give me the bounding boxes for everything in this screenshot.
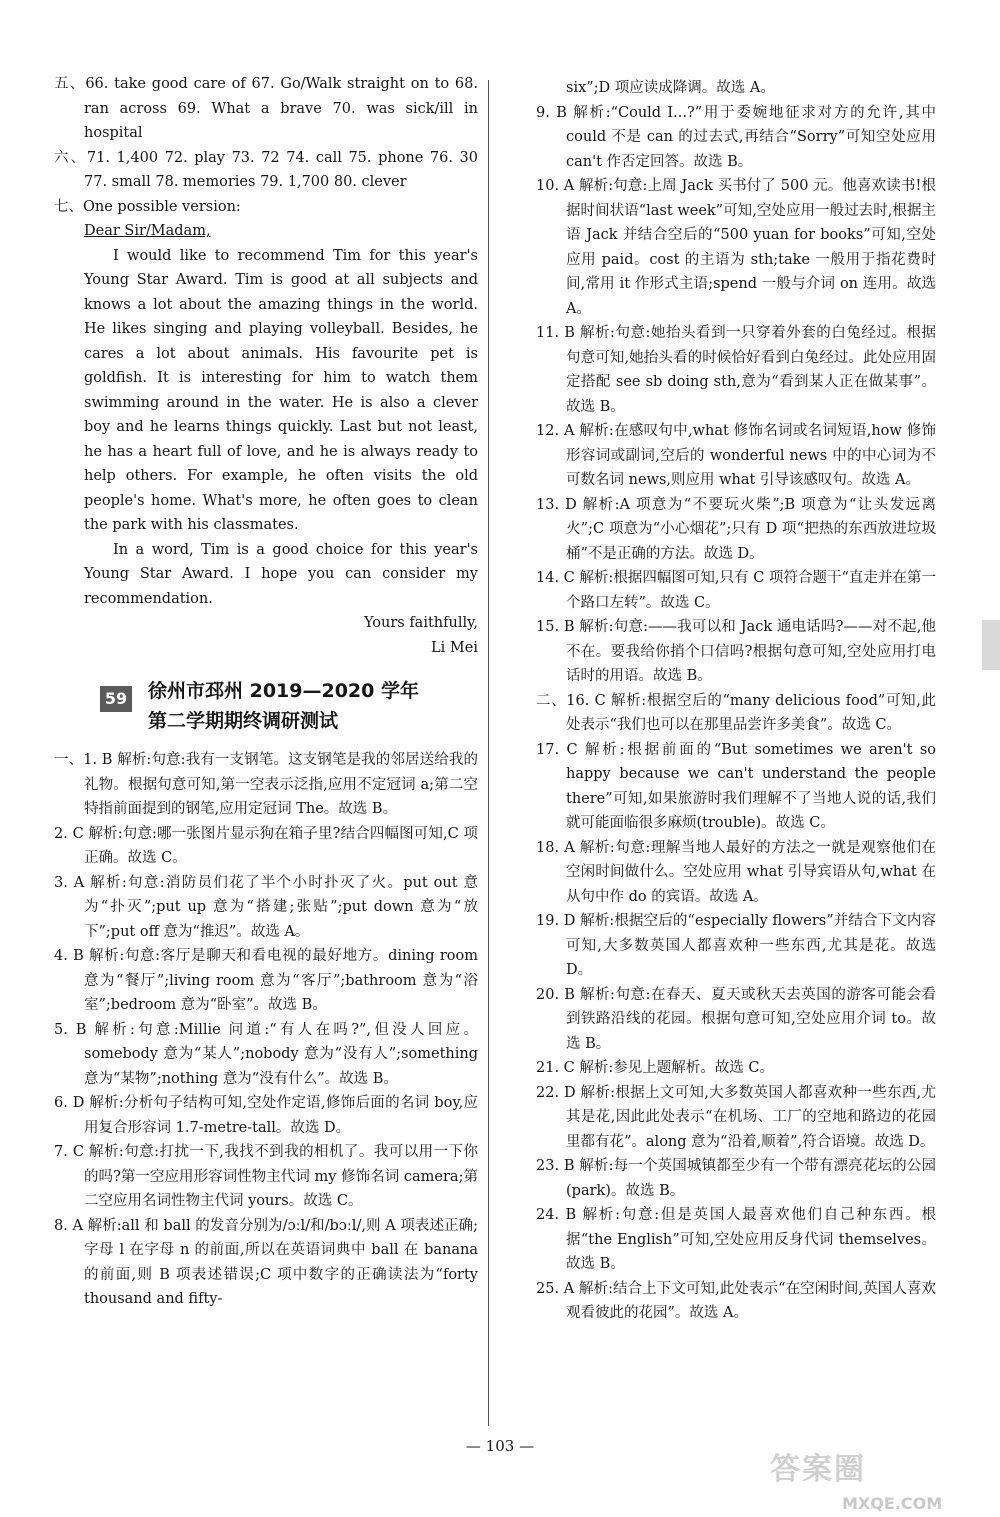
answer-item: 6. D 解析:分析句子结构可知,空处作定语,修饰后面的名词 boy,应用复合形容词 1.7-metre-tall。故选 D。 — [54, 1095, 478, 1136]
left-column — [54, 72, 478, 1312]
answer-item: 17. C 解析:根据前面的“But sometimes we aren't so happy because we can't understand the people there”可知,如果旅游时我们理解不了当地人说的话,我们就可能面临很多麻烦(trouble)。故选 C。 — [536, 741, 936, 831]
answers-block-left — [54, 748, 478, 1312]
answer-item: 12. A 解析:在感叹句中,what 修饰名词或名词短语,how 修饰形容词或副词,空后的 wonderful news 中的中心词为不可数名词 news,则应用 what 引导该感叹句。故选 A。 — [536, 423, 936, 488]
watermark-site: MXQE.COM — [842, 1494, 943, 1513]
answer-item: 4. B 解析:句意:客厅是聊天和看电视的最好地方。dining room 意为“餐厅”;living room 意为“客厅”;bathroom 意为“浴室”;bedroom 意为“卧室”。故选 B。 — [54, 948, 478, 1013]
page-number: — 103 — — [465, 1437, 535, 1455]
text-paragraph: Li Mei — [431, 639, 478, 656]
page-edge-shadow — [982, 620, 1000, 670]
answer-item: 二、16. C 解析:根据空后的“many delicious food”可知,此处表示“我们也可以在那里品尝许多美食”。故选 C。 — [536, 692, 936, 733]
answer-item: 22. D 解析:根据上文可知,大多数英国人都喜欢种一些东西,尤其是花,因此此处表示“在机场、工厂的空地和路边的花园里都有花”。along 意为“沿着,顺着”,符合语境。故选 D。 — [536, 1084, 936, 1150]
answer-item: 15. B 解析:句意:——我可以和 Jack 通电话吗?——对不起,他不在。要我给你捎个口信吗?根据句意可知,空处应用打电话时的用语。故选 B。 — [536, 619, 936, 684]
text-paragraph: Dear Sir/Madam, — [84, 223, 211, 239]
answer-item: 3. A 解析:句意:消防员们花了半个小时扑灭了火。put out 意为“扑灭”;put up 意为“搭建;张贴”;put down 意为“放下”;put off 意为“推迟”。故选 A。 — [54, 874, 478, 940]
answer-item: 19. D 解析:根据空后的“especially flowers”并结合下文内容可知,大多数英国人都喜欢种一些东西,尤其是花。故选 D。 — [536, 913, 936, 978]
answer-item: 10. A 解析:句意:上周 Jack 买书付了 500 元。他喜欢读书!根据时间状语“last week”可知,空处应用一般过去时,根据主语 Jack 并结合空后的“500 yuan for books”可知,空处应用 paid。cost 的主语为 sth;take 一般用于指花费时间,常用 it 作形式主语;spend 一般与介词 on 连用。故选 A。 — [536, 178, 936, 317]
text-paragraph: I would like to recommend Tim for this year's Young Star Award. Tim is good at all subjects and knows a lot about the amazing things in the world. He likes singing and playing volleyball. Besides, he cares a lot about animals. His favourite pet is goldfish. It is interesting for him to watch them swimming around in the water. He is also a clever boy and he learns things quickly. Last but not least, he has a heart full of love, and he is always ready to help others. For example, he often visits the old people's home. What's more, he often goes to clean the park with his classmates. — [84, 247, 478, 533]
answer-item: 2. C 解析:句意:哪一张图片显示狗在箱子里?结合四幅图可知,C 项正确。故选 C。 — [54, 825, 478, 866]
text-paragraph: Yours faithfully, — [363, 615, 478, 631]
text-paragraph: 六、71. 1,400 72. play 73. 72 74. call 75. phone 76. 30 77. small 78. memories 79. 1,700 80. clever — [54, 149, 478, 190]
section-header — [90, 676, 478, 736]
right-column — [536, 76, 936, 1326]
answer-item: 20. B 解析:句意:在春天、夏天或秋天去英国的游客可能会看到铁路沿线的花园。根据句意可知,空处应用介词 to。故选 B。 — [536, 986, 936, 1052]
answer-item: 一、1. B 解析:句意:我有一支钢笔。这支钢笔是我的邻居送给我的礼物。根据句意可知,第一空表示泛指,应用不定冠词 a;第二空特指前面提到的钢笔,应用定冠词 The。故选 B。 — [54, 752, 478, 817]
text-paragraph: In a word, Tim is a good choice for this year's Young Star Award. I hope you can consider my recommendation. — [84, 541, 478, 607]
answer-item: 18. A 解析:句意:理解当地人最好的方法之一就是观察他们在空闲时间做什么。空处应用 what 引导宾语从句,what 在从句中作 do 的宾语。故选 A。 — [536, 839, 936, 905]
text-paragraph: 七、One possible version: — [54, 198, 241, 215]
answer-item: 25. A 解析:结合上下文可知,此处表示“在空闲时间,英国人喜欢观看彼此的花园”。故选 A。 — [536, 1280, 936, 1321]
answer-item: 13. D 解析:A 项意为“不要玩火柴”;B 项意为“让头发远离火”;C 项意为“小心烟花”;只有 D 项“把热的东西放进垃圾桶”不是正确的方法。故选 D。 — [536, 496, 936, 562]
answer-item: 21. C 解析:参见上题解析。故选 C。 — [536, 1060, 774, 1076]
watermark-logo: 答案圈 — [770, 1452, 866, 1487]
answer-item: 11. B 解析:句意:她抬头看到一只穿着外套的白兔经过。根据句意可知,她抬头看的时候恰好看到白兔经过。此处应用固定搭配 see sb doing sth,意为“看到某人正在做某事”。故选 B。 — [536, 325, 936, 415]
answer-item: 7. C 解析:句意:打扰一下,我找不到我的相机了。我可以用一下你的吗?第一空应用形容词性物主代词 my 修饰名词 camera;第二空应用名词性物主代词 yours。故选 C。 — [54, 1144, 478, 1209]
answer-item: 5. B 解析:句意:Millie 问道:“有人在吗?”,但没人回应。somebody 意为“某人”;nobody 意为“没有人”;something 意为“某物”;nothing 意为“没有什么”。故选 B。 — [54, 1021, 478, 1087]
section-title: 徐州市邳州 2019—2020 学年 第二学期期终调研测试 — [148, 680, 419, 732]
answer-item: 14. C 解析:根据四幅图可知,只有 C 项符合题干“直走并在第一个路口左转”。故选 C。 — [536, 570, 936, 611]
answer-item: six”;D 项应读成降调。故选 A。 — [566, 80, 775, 96]
answer-item: 9. B 解析:“Could I...?”用于委婉地征求对方的允许,其中 could 不是 can 的过去式,再结合“Sorry”可知空处应用 can't 作否定回答。故选 B。 — [536, 104, 936, 170]
answer-item: 8. A 解析:all 和 ball 的发音分别为/ɔːl/和/bɔːl/,则 A 项表述正确;字母 l 在字母 n 的前面,所以在英语词典中 ball 在 banana 的前面,则 B 项表述错误;C 项中数字的正确读法为“forty thousand and fifty- — [54, 1217, 478, 1307]
essay-block — [54, 72, 478, 660]
text-paragraph: 五、66. take good care of 67. Go/Walk straight on to 68. ran across 69. What a brave 70. was sick/ill in hospital — [54, 76, 478, 141]
answer-item: 24. B 解析:句意:但是英国人最喜欢他们自己种东西。根据“the English”可知,空处应用反身代词 themselves。故选 B。 — [536, 1207, 936, 1272]
answer-item: 23. B 解析:每一个英国城镇都至少有一个带有漂亮花坛的公园(park)。故选 B。 — [536, 1158, 936, 1199]
section-number-badge: 59 — [100, 686, 132, 712]
column-divider — [488, 80, 489, 1426]
